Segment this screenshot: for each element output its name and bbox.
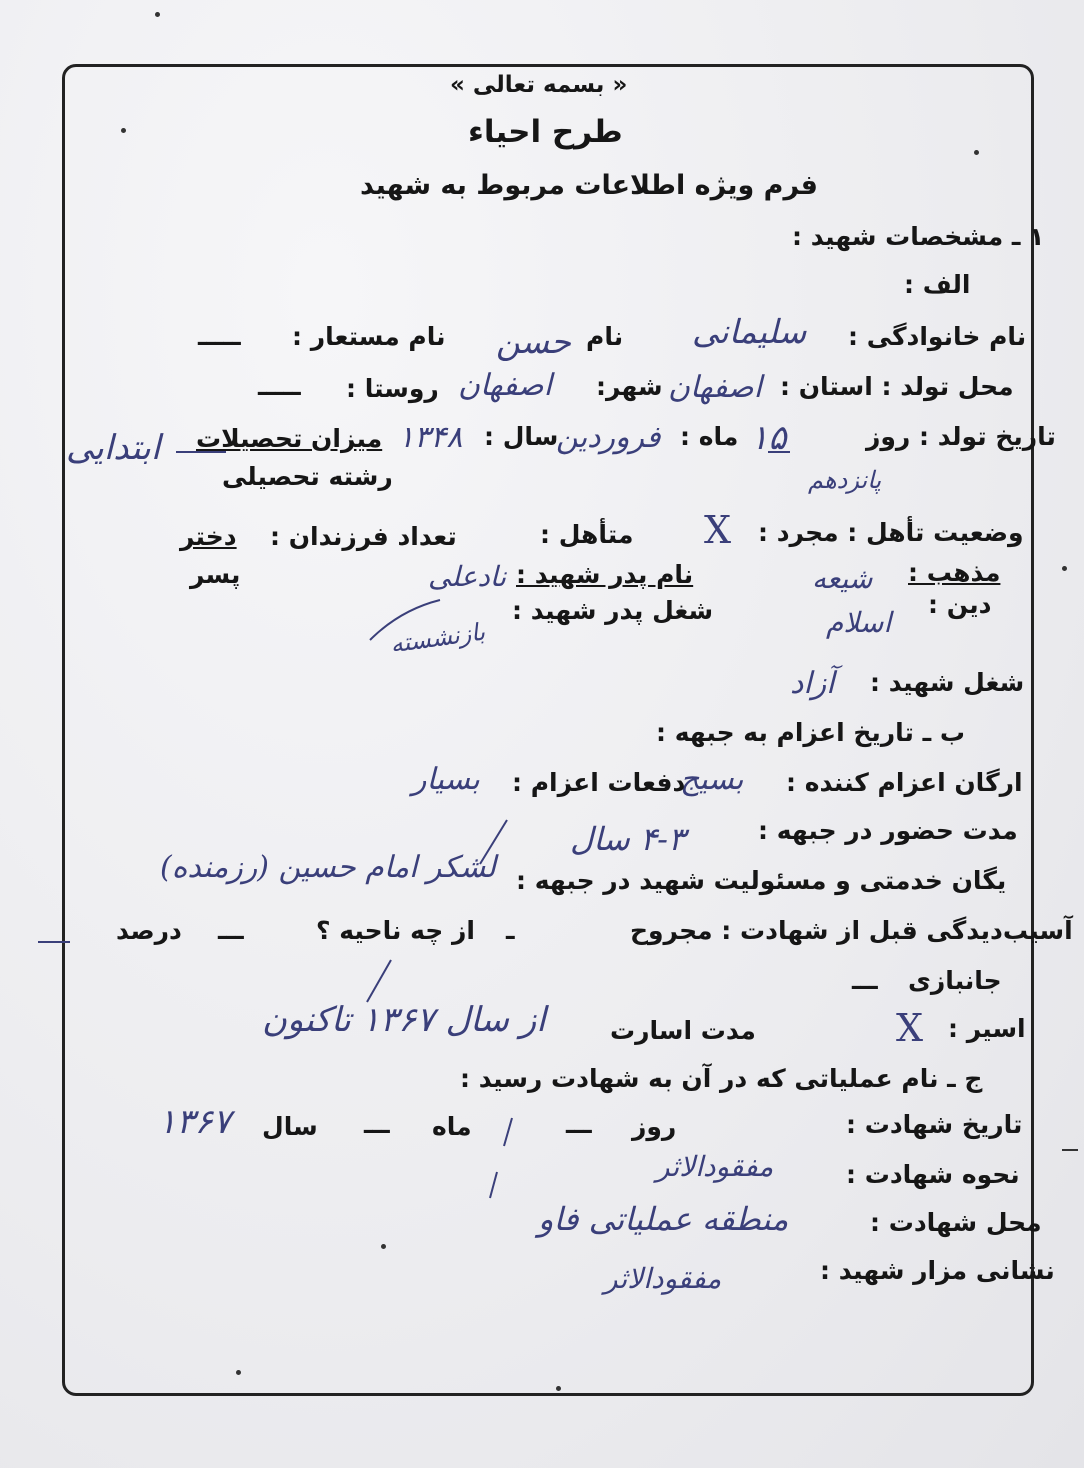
year-label: سال : <box>484 422 559 451</box>
sect-label: مذهب : <box>908 558 1001 587</box>
alias-label: نام مستعار : <box>292 322 446 351</box>
father-name-value: نادعلی <box>428 560 507 593</box>
martyr-day-value: ـــ <box>566 1110 592 1139</box>
city-label: شهر: <box>596 372 663 401</box>
veteran-label: جانبازی <box>908 966 1002 995</box>
religion-value: اسلام <box>826 606 892 639</box>
birthplace-label: محل تولد : استان : <box>780 372 1014 401</box>
birthdate-label: تاریخ تولد : روز <box>866 422 1056 451</box>
injured-value: ـ <box>506 916 515 945</box>
unit-value: لشکر امام حسین (رزمنده) <box>160 850 496 885</box>
education-label: میزان تحصیلات <box>196 424 383 453</box>
section-c-title: ج ـ نام عملیاتی که در آن به شهادت رسید : <box>460 1064 983 1093</box>
daughter-label: دختر <box>180 522 237 551</box>
martyr-place-value: منطقه عملیاتی فاو <box>538 1200 789 1238</box>
captive-mark: X <box>896 1006 924 1050</box>
section-1-title: ۱ ـ مشخصات شهید : <box>792 222 1045 251</box>
dispatch-times-value: بسیار <box>412 762 480 797</box>
martyr-month-label: ماه <box>432 1112 472 1141</box>
captivity-duration-label: مدت اسارت <box>610 1016 756 1045</box>
unit-label: یگان خدمتی و مسئولیت شهید در جبهه : <box>516 866 1007 895</box>
name-value: حسن <box>496 322 571 361</box>
dispatch-org-label: ارگان اعزام کننده : <box>786 768 1023 797</box>
village-value: ـــــ <box>258 372 301 401</box>
martyr-manner-value: مفقودالاثر <box>656 1150 774 1183</box>
sect-value: شیعه <box>812 562 873 595</box>
family-label: نام خانوادگی : <box>848 322 1027 351</box>
captive-label: اسیر : <box>948 1014 1026 1043</box>
city-value: اصفهان <box>458 368 552 403</box>
married-label: متأهل : <box>540 520 634 549</box>
section-alef: الف : <box>904 270 971 299</box>
birth-day-value: ۱۵ <box>750 418 787 458</box>
martyr-manner-label: نحوه شهادت : <box>846 1160 1020 1189</box>
martyr-date-label: تاریخ شهادت : <box>846 1110 1023 1139</box>
injury-area-label: از چه ناحیه ؟ <box>316 916 475 945</box>
father-job-label: شغل پدر شهید : <box>512 596 714 625</box>
alias-value: ـــــ <box>198 322 241 351</box>
village-label: روستا : <box>346 374 439 403</box>
son-label: پسر <box>190 560 241 589</box>
section-b-title: ب ـ تاریخ اعزام به جبهه : <box>656 718 965 747</box>
father-name-label: نام پدر شهید : <box>516 560 694 589</box>
front-duration-label: مدت حضور در جبهه : <box>758 816 1018 845</box>
martyr-place-label: محل شهادت : <box>870 1208 1042 1237</box>
grave-address-label: نشانی مزار شهید : <box>820 1256 1055 1285</box>
pen-stroke <box>367 960 391 1002</box>
job-label: شغل شهید : <box>870 668 1025 697</box>
marital-label: وضعیت تأهل : مجرد : <box>758 518 1024 547</box>
martyr-day-label: روز <box>632 1112 677 1141</box>
name-label: نام <box>586 322 624 351</box>
front-duration-value: ۴-۳ سال <box>570 820 686 858</box>
birth-day-words: پانزدهم <box>808 466 882 494</box>
province-value: اصفهان <box>668 370 762 405</box>
religion-label: دین : <box>928 590 992 619</box>
captivity-duration-value: از سال ۱۳۶۷ تاکنون <box>262 1000 546 1040</box>
dispatch-org-value: بسیج <box>680 762 744 797</box>
grave-address-value: مفقودالاثر <box>604 1262 722 1295</box>
pen-stroke <box>490 1172 497 1198</box>
martyr-month-value: ـــ <box>364 1110 390 1139</box>
dispatch-times-label: دفعات اعزام : <box>512 768 686 797</box>
martyr-year-value: ۱۳۶۷ <box>158 1102 232 1142</box>
project-title: طرح احیاء <box>468 114 623 150</box>
single-mark: X <box>704 508 732 552</box>
percent-label: درصد <box>116 916 182 945</box>
bismillah: « بسمه تعالی » <box>450 72 628 98</box>
pen-stroke <box>504 1118 512 1146</box>
education-value: ابتدایی <box>66 428 161 468</box>
form-title: فرم ویژه اطلاعات مربوط به شهید <box>360 170 818 201</box>
children-label: تعداد فرزندان : <box>270 522 457 551</box>
father-job-value: بازنشسته <box>388 617 487 659</box>
job-value: آزاد <box>790 666 835 701</box>
injury-area-value: ـــ <box>218 916 244 945</box>
month-label: ماه : <box>680 422 739 451</box>
field-of-study-label: رشته تحصیلی <box>222 462 393 491</box>
injury-label: آسیب‌دیدگی قبل از شهادت : مجروح <box>630 916 1073 945</box>
martyr-year-label: سال <box>262 1112 318 1141</box>
family-value: سلیمانی <box>692 312 807 351</box>
year-value: ۱۳۴۸ <box>398 420 463 455</box>
veteran-value: ـــ <box>852 966 878 995</box>
month-value: فروردین <box>556 420 661 455</box>
